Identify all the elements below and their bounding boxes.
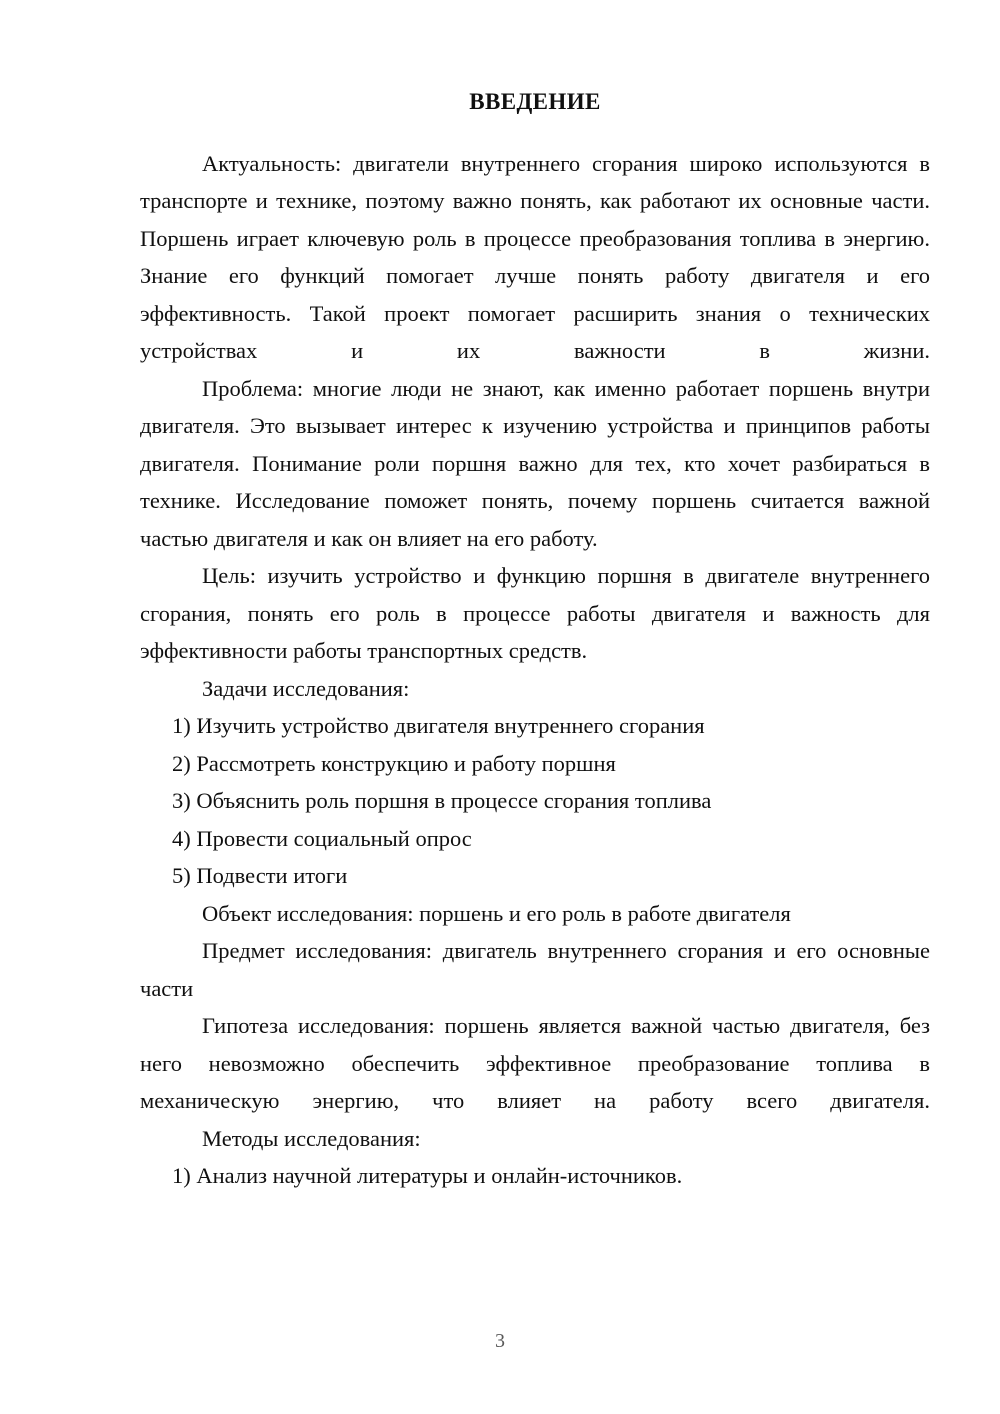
- tasks-list: [140, 707, 930, 895]
- page-title: ВВЕДЕНИЕ: [469, 89, 601, 114]
- heading-methods: Методы исследования:: [202, 1125, 421, 1151]
- list-item: 3) Объяснить роль поршня в процессе сгорания топлива: [172, 788, 712, 814]
- page-number: 3: [495, 1330, 505, 1352]
- list-item: 2) Рассмотреть конструкцию и работу поршня: [172, 750, 616, 776]
- paragraph-problem: Проблема: многие люди не знают, как именно работает поршень внутри двигателя. Это вызывает интерес к изучению устройства и принципов работы двигателя. Понимание роли поршня важно для тех, кто хочет разбираться в технике. Исследование поможет понять, почему поршень считается важной частью двигателя и как он влияет на его работу.: [140, 375, 930, 551]
- heading-tasks: Задачи исследования:: [202, 675, 410, 701]
- paragraph-goal: Цель: изучить устройство и функцию поршня в двигателе внутреннего сгорания, понять его роль в процессе работы двигателя и важность для эффективности работы транспортных средств.: [140, 563, 930, 664]
- paragraph-hypothesis: Гипотеза исследования: поршень является важной частью двигателя, без него невозможно обеспечить эффективное преобразование топлива в механическую энергию, что влияет на работу всего двигателя.: [140, 1013, 930, 1114]
- paragraph-subject: Предмет исследования: двигатель внутреннего сгорания и его основные части: [140, 938, 930, 1001]
- methods-list: [140, 1157, 930, 1195]
- list-item: 1) Анализ научной литературы и онлайн-источников.: [172, 1163, 683, 1189]
- list-item: 4) Провести социальный опрос: [172, 825, 472, 851]
- document-body: [140, 88, 930, 1195]
- list-item: 1) Изучить устройство двигателя внутреннего сгорания: [172, 713, 705, 739]
- list-item: 5) Подвести итоги: [172, 863, 348, 889]
- paragraph-relevance: Актуальность: двигатели внутреннего сгорания широко используются в транспорте и технике, поэтому важно понять, как работают их основные части. Поршень играет ключевую роль в процессе преобразования топлива в энергию. Знание его функций помогает лучше понять работу двигателя и его эффективность. Такой проект помогает расширить знания о технических устройствах и их важности в жизни.: [140, 150, 930, 364]
- paragraph-object: Объект исследования: поршень и его роль в работе двигателя: [202, 900, 791, 926]
